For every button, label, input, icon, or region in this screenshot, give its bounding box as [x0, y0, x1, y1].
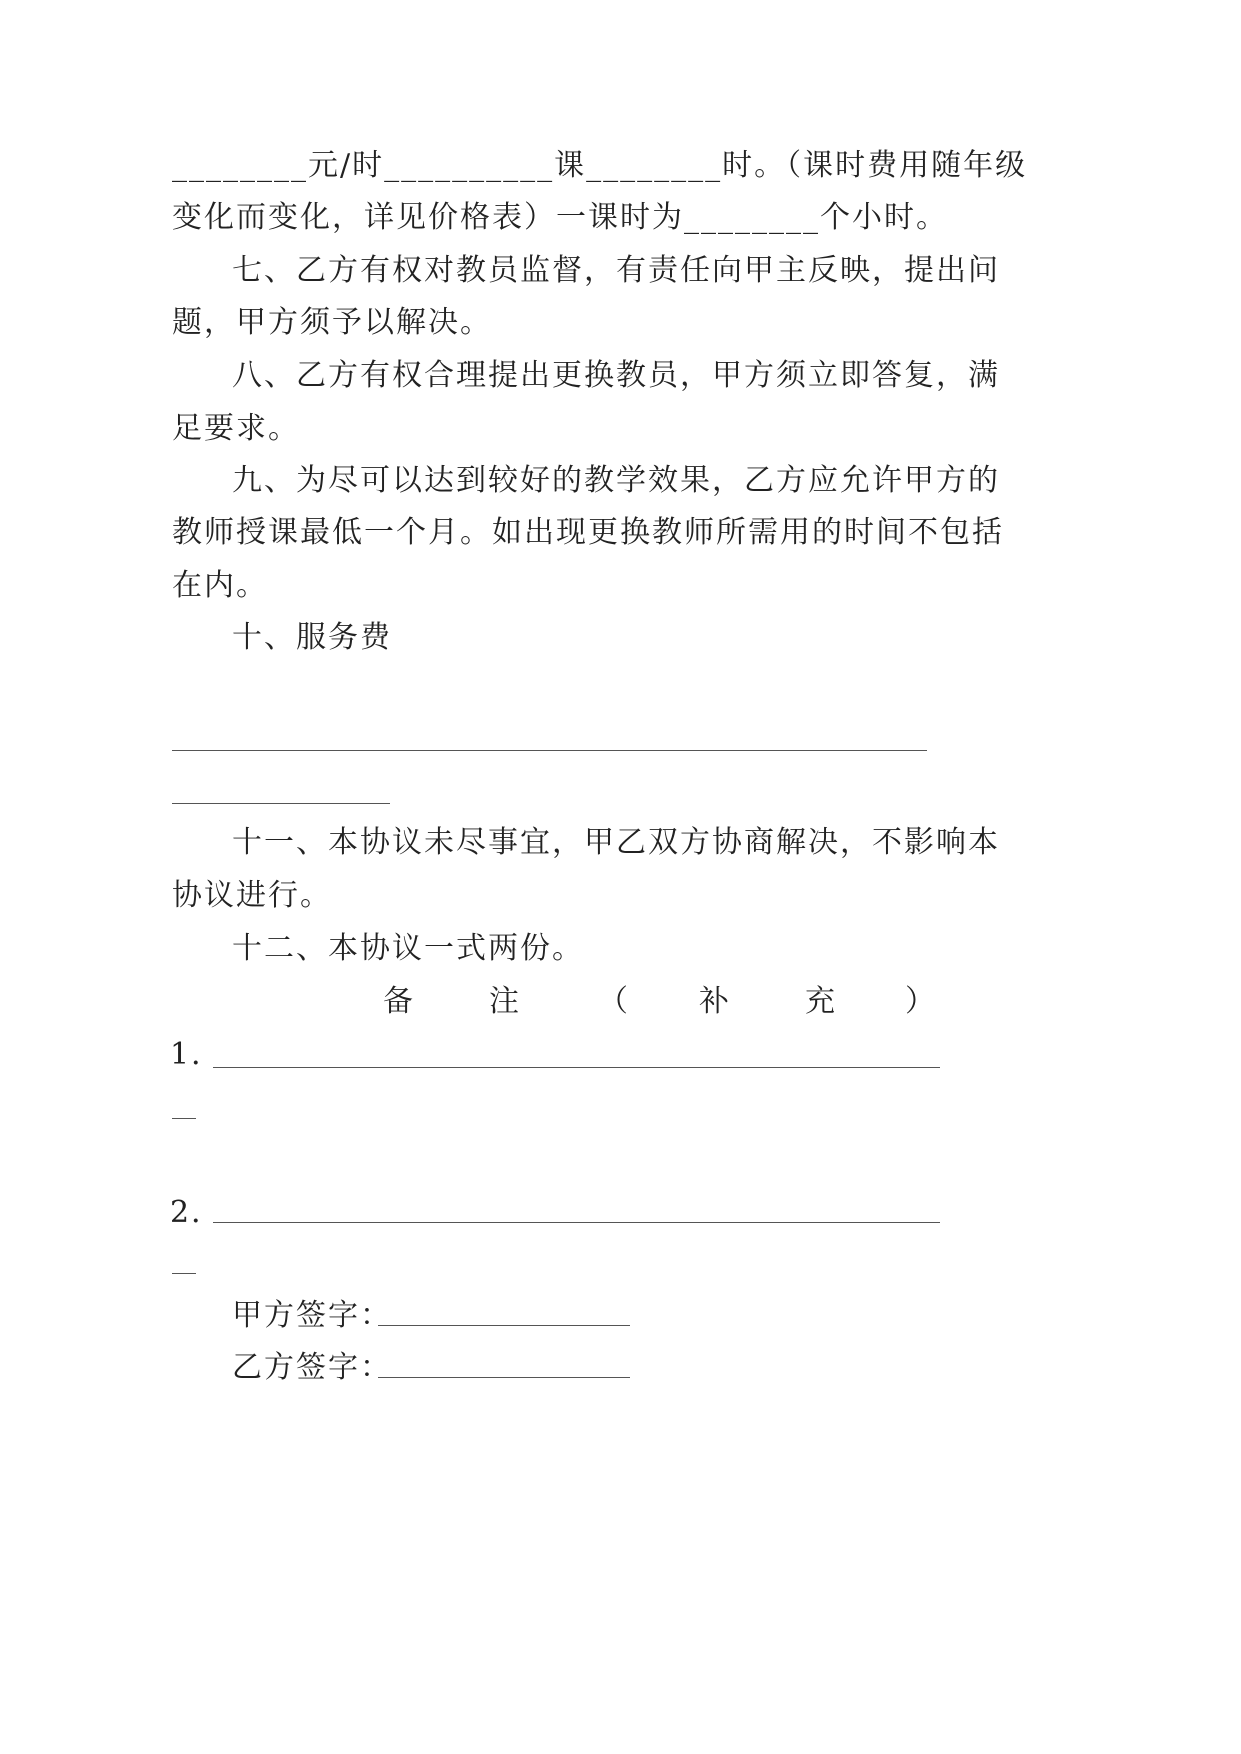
text-line: 十一、本协议未尽事宜，甲乙双方协商解决，不影响本 — [232, 825, 1000, 860]
item-number: 2． — [170, 1195, 224, 1230]
text-line: 教师授课最低一个月。如出现更换教师所需用的时间不包括 — [172, 515, 1004, 550]
remark-char: ） — [905, 984, 935, 1019]
signature-label-b: 乙方签字： — [232, 1350, 392, 1385]
blank-line — [172, 803, 390, 804]
remark-char: 备 — [383, 984, 413, 1019]
text-line: 七、乙方有权对教员监督，有责任向甲主反映，提出问 — [232, 253, 1000, 288]
signature-label-a: 甲方签字： — [232, 1298, 392, 1333]
remark-char: 补 — [699, 984, 729, 1019]
remark-char: 注 — [489, 984, 519, 1019]
text-line: ________元/时__________课________时。（课时费用随年级 — [172, 148, 1028, 183]
text-line: 八、乙方有权合理提出更换教员，甲方须立即答复，满 — [232, 358, 1000, 393]
text-line: 十二、本协议一式两份。 — [232, 931, 584, 966]
blank-line — [172, 750, 927, 751]
blank-line — [172, 1118, 196, 1119]
text-line: 足要求。 — [172, 411, 300, 446]
blank-line — [213, 1222, 940, 1223]
text-line: 变化而变化，详见价格表）一课时为________个小时。 — [172, 200, 948, 235]
blank-line — [172, 1273, 196, 1274]
signature-blank — [378, 1377, 630, 1378]
text-line: 九、为尽可以达到较好的教学效果，乙方应允许甲方的 — [232, 463, 1000, 498]
blank-line — [213, 1067, 940, 1068]
text-line: 协议进行。 — [172, 878, 332, 913]
text-line: 十、服务费 — [232, 620, 392, 655]
text-line: 在内。 — [172, 568, 268, 603]
remark-char: 充 — [805, 984, 835, 1019]
remark-char: （ — [598, 984, 628, 1019]
signature-blank — [378, 1325, 630, 1326]
item-number: 1． — [170, 1037, 224, 1072]
remark-heading — [383, 984, 935, 1020]
text-line: 题，甲方须予以解决。 — [172, 305, 492, 340]
